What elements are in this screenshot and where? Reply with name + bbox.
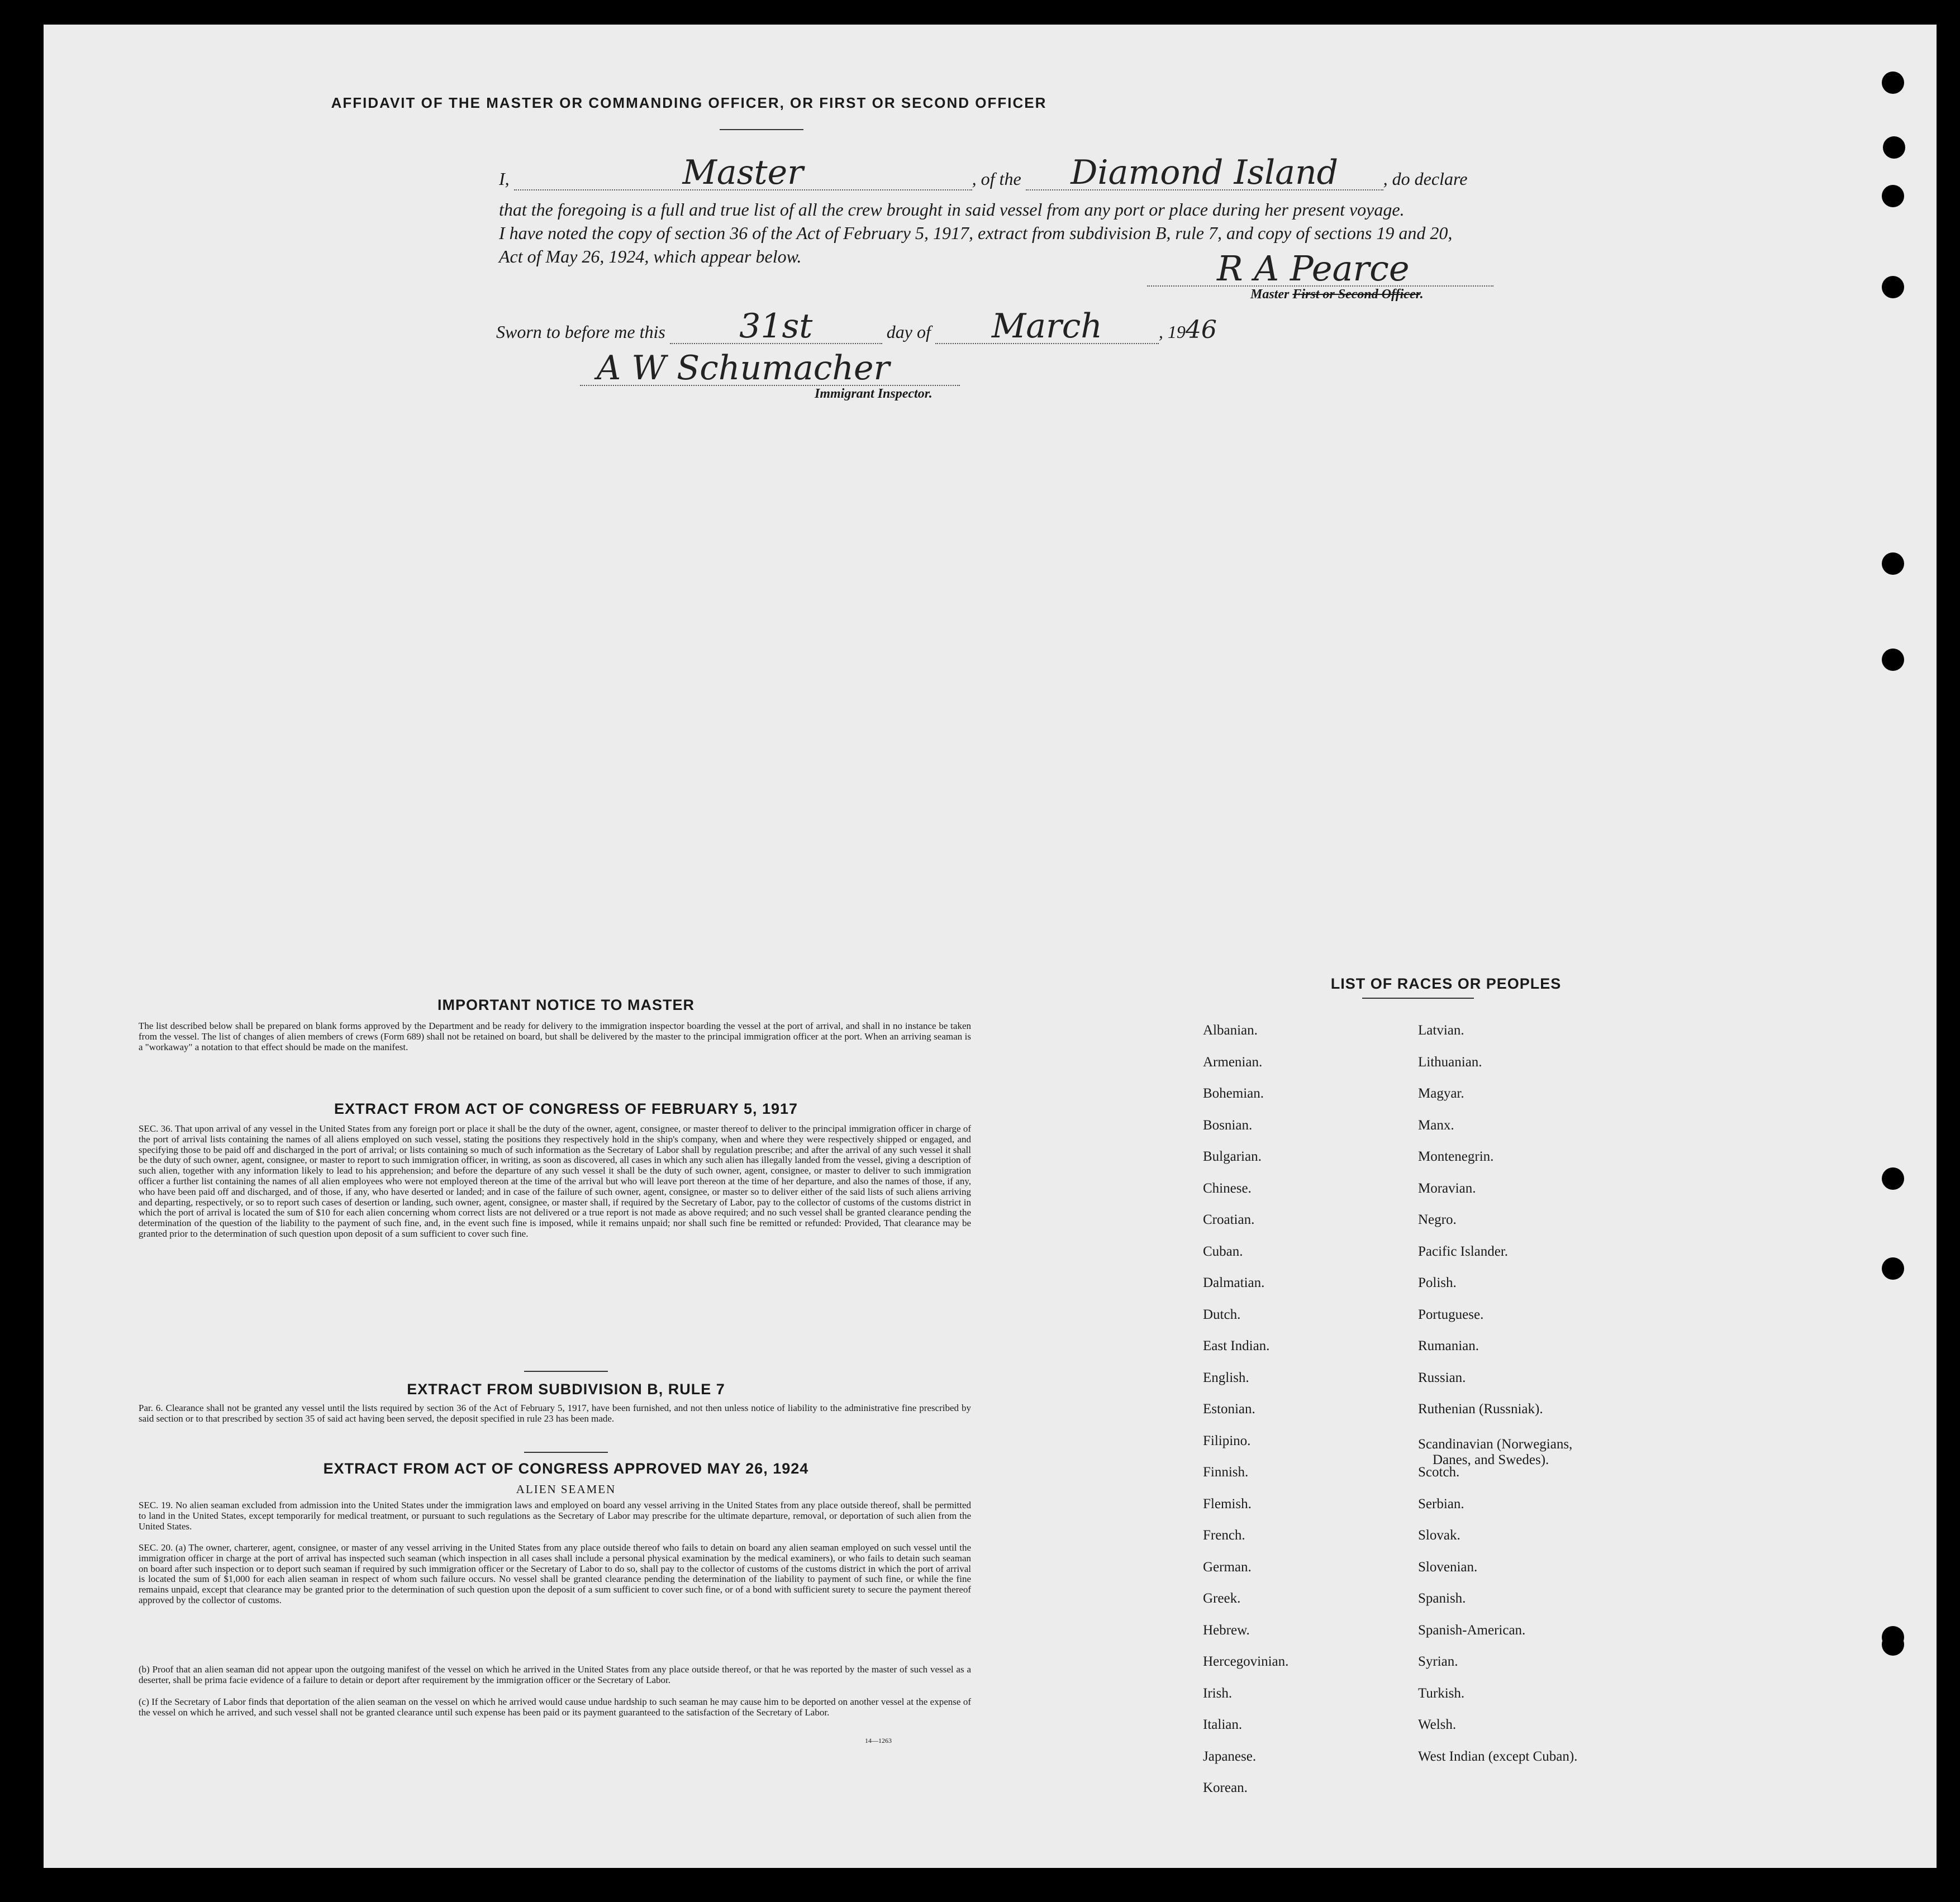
day-value: 31st	[739, 307, 813, 346]
extract-1924-sec20b: (b) Proof that an alien seaman did not appear upon the outgoing manifest of the vessel on which he arrived in the United States from any place outside thereof, or that he was reported by the master of such vessel as a deserter, shall be prima facie evidence of a failure to detain or deport after requirement by the immigration officer or the Secretary of Labor.	[139, 1664, 971, 1685]
race-item: Welsh.	[1418, 1717, 1457, 1732]
rank-value: Master	[682, 153, 803, 192]
race-item: Chinese.	[1203, 1180, 1252, 1196]
month-value: March	[991, 307, 1102, 346]
caption-master: Master	[1250, 287, 1290, 302]
race-item: Scotch.	[1418, 1465, 1460, 1480]
race-item: Japanese.	[1203, 1748, 1257, 1764]
extract-rule7-heading: EXTRACT FROM SUBDIVISION B, RULE 7	[407, 1381, 725, 1398]
master-signature-caption	[1250, 287, 1424, 302]
race-item: Albanian.	[1203, 1023, 1258, 1038]
inspector-signature: A W Schumacher	[597, 349, 890, 388]
vessel-name: Diamond Island	[1071, 153, 1338, 192]
declaration-line-1	[499, 153, 1561, 192]
affidavit-title: AFFIDAVIT OF THE MASTER OR COMMANDING OFFICER, OR FIRST OR SECOND OFFICER	[331, 94, 1047, 111]
race-item: Scandinavian (Norwegians,	[1418, 1436, 1573, 1452]
race-item: Spanish-American.	[1418, 1622, 1526, 1638]
notice-text: The list described below shall be prepared on blank forms approved by the Department and be ready for delivery to the immigration inspector boarding the vessel at the port of arrival, and shall in no instance be taken from the vessel. The list of changes of alien members of crews (Form 689) shall not be retained on board, but shall be delivered by the master to the principal immigration officer at the port. When an arriving seaman is a "workaway" a notation to that effect should be made on the manifest.	[139, 1021, 971, 1052]
race-item: German.	[1203, 1559, 1252, 1575]
race-item: Serbian.	[1418, 1496, 1464, 1512]
race-item: Rumanian.	[1418, 1338, 1479, 1353]
race-item: English.	[1203, 1370, 1249, 1385]
race-item: Filipino.	[1203, 1433, 1251, 1448]
race-item: Finnish.	[1203, 1465, 1249, 1480]
race-item: Greek.	[1203, 1591, 1241, 1606]
race-item: Armenian.	[1203, 1054, 1263, 1070]
month-field	[935, 307, 1159, 346]
race-item: Lithuanian.	[1418, 1054, 1482, 1070]
race-item: Dutch.	[1203, 1307, 1241, 1322]
extract-1924-sec20a: SEC. 20. (a) The owner, charterer, agent, consignee, or master of any vessel arriving in the United States from any place outside thereof who fails to detain on board any alien seaman employed on such vessel until the immigration officer in charge at the port of arrival has inspected such seaman (which inspection in all cases shall include a personal physical examination by the medical examiners), or who fails to detain such seaman on board after such inspection or to deport such seaman if required by such immigration officer or the Secretary of Labor to do so, shall pay to the collector of customs of the customs district in which the port of arrival is located the sum of $1,000 for each alien seaman in respect of whom such failure occurs. No vessel shall be granted clearance pending the determination of the liability to payment of such fine, or while the fine remains unpaid, except that clearance may be granted prior to the determination of such question upon the deposit of a sum sufficient to cover such fine, or of a bond with sufficient surety to secure the payment thereof approved by the collector of customs.	[139, 1542, 971, 1605]
race-item: West Indian (except Cuban).	[1418, 1748, 1578, 1764]
caption-struck-officer: First or Second Officer	[1292, 287, 1420, 302]
extract-1917-text: SEC. 36. That upon arrival of any vessel in the United States from any foreign port or place it shall be the duty of the owner, agent, consignee, or master thereof to deliver to the principal immigration officer in charge of the port of arrival lists containing the names of all aliens employed on such vessel, stating the positions they respectively hold in the ship's company, when and where they were respectively shipped or engaged, and specifying those to be paid off and discharged in the port of arrival; or lists containing so much of such information as the Secretary of Labor shall by regulation prescribe; and after the arrival of any such vessel it shall be the duty of such owner, agent, consignee, or master to report to such immigration officer, in writing, as soon as discovered, all cases in which any such alien has illegally landed from the vessel, giving a description of such alien, together with any information likely to lead to his apprehension; and before the departure of any such vessel it shall be the duty of such owner, agent, consignee, or master to deliver to such immigration officer a further list containing the names of all alien employees who were not employed thereon at the time of the arrival but who will leave port thereon at the time of her departure, and also the names of those, if any, who have been paid off and discharged, and of those, if any, who have deserted or landed; and in case of the failure of such owner, agent, consignee, or master so to deliver either of the said lists of such aliens arriving and departing, respectively, or so to report such cases of desertion or landing, such owner, agent, consignee, or master shall, if required by the Secretary of Labor, pay to the collector of customs of the customs district in which the port of arrival is located the sum of $10 for each alien concerning whom correct lists are not delivered or a true report is not made as above required; and no such vessel shall be granted clearance pending the determination of the question of the liability to the payment of such fine, and, in the event such fine is imposed, while it remains unpaid; nor shall such fine be remitted or refunded: Provided, That clearance may be granted prior to the determination of such question upon deposit of a sum sufficient to cover such fine.	[139, 1123, 971, 1239]
caption-period: .	[1420, 287, 1424, 302]
race-item: Hebrew.	[1203, 1622, 1250, 1638]
form-number: 14—1263	[865, 1737, 892, 1744]
year-value: 46	[1185, 316, 1217, 344]
race-item: Italian.	[1203, 1717, 1243, 1732]
race-item: Turkish.	[1418, 1685, 1465, 1701]
punch-hole	[1883, 136, 1905, 159]
punch-hole	[1882, 185, 1904, 207]
race-item: Slovenian.	[1418, 1559, 1478, 1575]
year-prefix: , 19	[1158, 322, 1186, 342]
of-the-label: , of the	[972, 169, 1021, 189]
race-item: Latvian.	[1418, 1023, 1464, 1038]
day-field	[670, 307, 882, 346]
extract-1924-sec19: SEC. 19. No alien seaman excluded from admission into the United States under the immigration laws and employed on board any vessel arriving in the United States from any place outside thereof, shall be permitted to land in the United States, except temporarily for medical treatment, or pursuant to such regulations as the Secretary of Labor may prescribe for the ultimate departure, removal, or deportation of such alien from the United States.	[139, 1500, 971, 1532]
master-signature: R A Pearce	[1217, 248, 1410, 289]
race-item: Bosnian.	[1203, 1117, 1253, 1133]
alien-seamen-subheading: ALIEN SEAMEN	[516, 1482, 616, 1496]
race-item: Danes, and Swedes).	[1433, 1452, 1549, 1467]
punch-hole	[1882, 649, 1904, 671]
race-item: Bulgarian.	[1203, 1149, 1262, 1164]
race-item: Slovak.	[1418, 1528, 1461, 1543]
race-item: Irish.	[1203, 1685, 1233, 1701]
race-item: Estonian.	[1203, 1402, 1255, 1417]
race-item: Korean.	[1203, 1780, 1248, 1795]
punch-hole	[1882, 276, 1904, 298]
race-item: Syrian.	[1418, 1654, 1458, 1669]
race-item: Manx.	[1418, 1117, 1454, 1133]
race-item: Moravian.	[1418, 1180, 1476, 1196]
race-item: Cuban.	[1203, 1243, 1243, 1259]
extract-1924-heading: EXTRACT FROM ACT OF CONGRESS APPROVED MAY 26, 1924	[323, 1460, 809, 1477]
title-rule	[720, 129, 803, 130]
master-signature-line	[1147, 285, 1493, 287]
extract-1917-heading: EXTRACT FROM ACT OF CONGRESS OF FEBRUARY 5, 1917	[334, 1100, 798, 1117]
race-item: Bohemian.	[1203, 1086, 1264, 1101]
vessel-field	[1026, 153, 1383, 192]
race-item: Magyar.	[1418, 1086, 1464, 1101]
sworn-label: Sworn to before me this	[496, 322, 665, 342]
race-item: Russian.	[1418, 1370, 1466, 1385]
inspector-caption: Immigrant Inspector.	[815, 387, 933, 401]
race-item: Negro.	[1418, 1212, 1457, 1227]
race-item: Flemish.	[1203, 1496, 1252, 1512]
race-item: East Indian.	[1203, 1338, 1270, 1353]
punch-hole	[1882, 1167, 1904, 1190]
race-item: Spanish.	[1418, 1591, 1466, 1606]
notice-heading: IMPORTANT NOTICE TO MASTER	[437, 997, 694, 1013]
section-rule	[524, 1452, 608, 1453]
form-page	[44, 25, 1937, 1868]
declaration-line-2: that the foregoing is a full and true list of all the crew brought in said vessel from any port or place during her present voyage.	[499, 199, 1405, 220]
extract-1924-sec20c: (c) If the Secretary of Labor finds that deportation of the alien seaman on the vessel on which he arrived would cause undue hardship to such seaman he may cause him to be deported on another vessel at the expense of the vessel on which he arrived, and such vessel shall not be granted clearance until such expense has been paid or its payment guaranteed to the satisfaction of the Secretary of Labor.	[139, 1696, 971, 1718]
do-declare-label: , do declare	[1383, 169, 1468, 189]
races-rule	[1362, 998, 1474, 999]
section-rule	[524, 1371, 608, 1372]
race-item: Hercegovinian.	[1203, 1654, 1289, 1669]
race-item: Ruthenian (Russniak).	[1418, 1402, 1543, 1417]
day-of-label: day of	[886, 322, 931, 342]
race-item: Polish.	[1418, 1275, 1457, 1290]
punch-hole	[1882, 552, 1904, 575]
race-item: Montenegrin.	[1418, 1149, 1494, 1164]
punch-hole	[1882, 1257, 1904, 1280]
race-item: Pacific Islander.	[1418, 1243, 1509, 1259]
inspector-signature-line	[580, 385, 960, 386]
punch-hole	[1882, 1633, 1904, 1656]
race-item: Croatian.	[1203, 1212, 1255, 1227]
declaration-line-4: Act of May 26, 1924, which appear below.	[499, 246, 802, 266]
race-item: French.	[1203, 1528, 1245, 1543]
sworn-line	[496, 307, 1390, 346]
extract-rule7-text: Par. 6. Clearance shall not be granted any vessel until the lists required by section 36 of the Act of February 5, 1917, have been furnished, and not then unless notice of liability to the administrative fine prescribed by said section or to that prescribed by section 35 of said act having been served, the deposit specified in rule 23 has been made.	[139, 1403, 971, 1424]
i-label: I,	[499, 169, 510, 189]
punch-hole	[1882, 71, 1904, 94]
race-item: Dalmatian.	[1203, 1275, 1265, 1290]
race-item: Portuguese.	[1418, 1307, 1484, 1322]
rank-field	[514, 153, 972, 192]
races-heading: LIST OF RACES OR PEOPLES	[1330, 975, 1562, 992]
declaration-line-3: I have noted the copy of section 36 of the Act of February 5, 1917, extract from subdivision B, rule 7, and copy of sections 19 and 20,	[499, 223, 1453, 243]
